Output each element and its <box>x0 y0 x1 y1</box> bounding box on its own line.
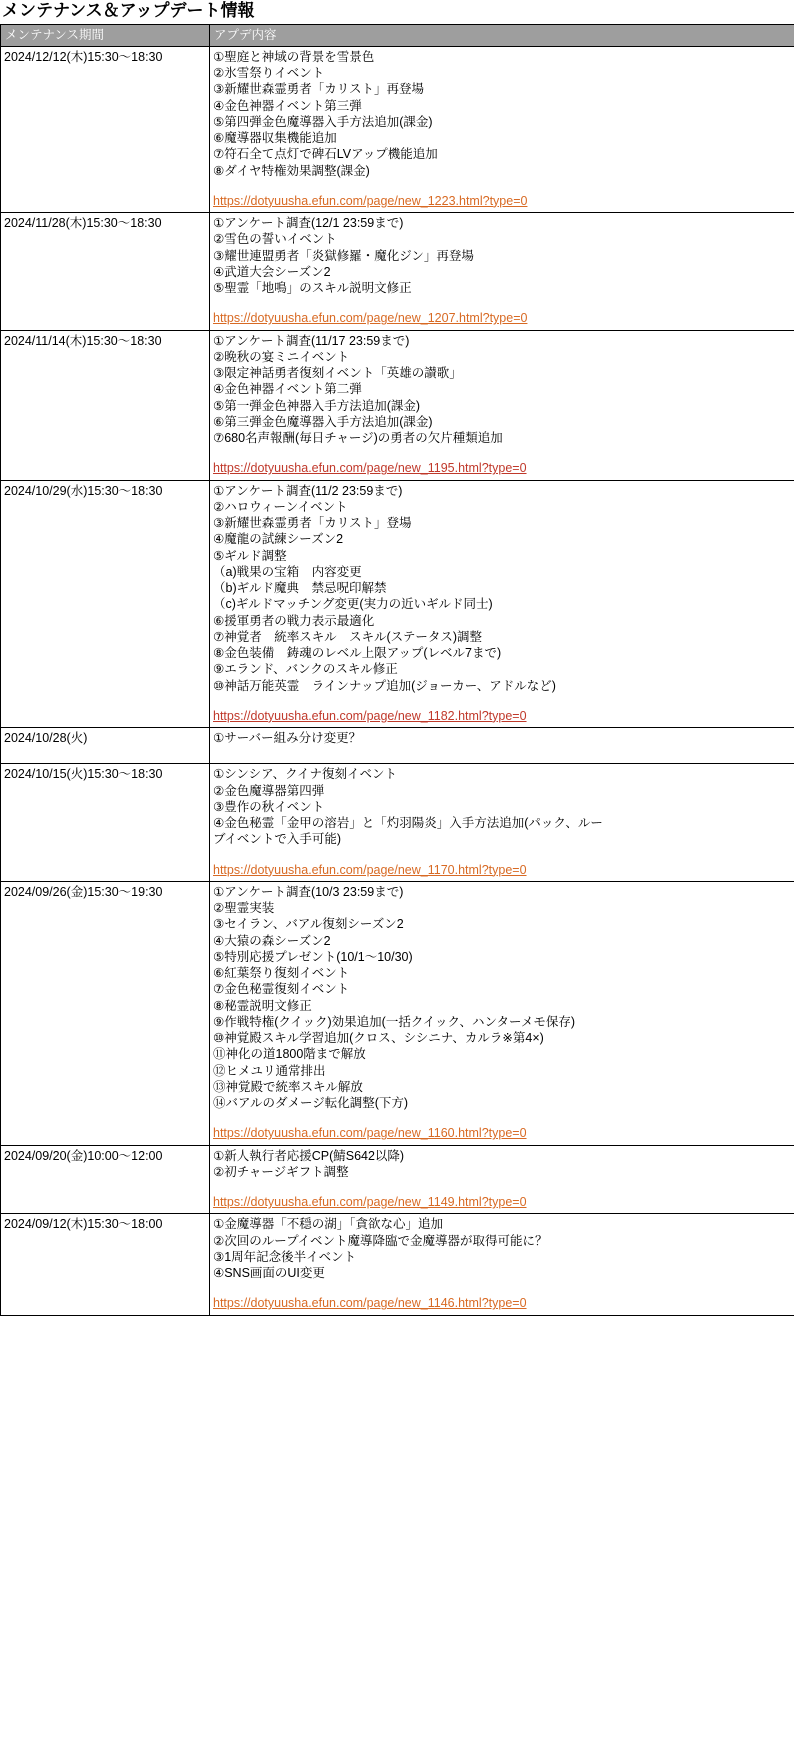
maintenance-period-cell: 2024/10/15(火)15:30〜18:30 <box>1 764 210 882</box>
update-line: ①サーバー組み分け変更？ <box>213 731 362 746</box>
update-line: ④武道大会シーズン2 <box>213 264 331 279</box>
update-line: ①アンケート調査(10/3 23:59まで) <box>213 884 404 899</box>
update-content-cell <box>210 764 794 882</box>
update-line: ⑥魔導器収集機能追加 <box>213 131 337 146</box>
update-content-cell <box>210 881 794 1145</box>
update-line: ③限定神話勇者復刻イベント「英雄の讃歌」 <box>213 366 462 381</box>
update-detail-link[interactable]: https://dotyuusha.efun.com/page/new_1146.html?type=0 <box>213 1296 527 1311</box>
update-line: ⑭バアルのダメージ転化調整(下方) <box>213 1096 409 1111</box>
update-line: ③耀世連盟勇者「炎獄修羅・魔化ジン」再登場 <box>213 248 474 263</box>
update-line: ⑫ヒメユリ通常排出 <box>213 1063 326 1078</box>
line-spacer <box>213 179 791 193</box>
update-line: ②次回のループイベント魔導降臨で金魔導器が取得可能に？ <box>213 1233 548 1248</box>
update-line: ②氷雪祭りイベント <box>213 66 325 81</box>
update-line: ⑩神話万能英霊 ラインナップ追加(ジョーカー、アドルなど) <box>213 678 556 693</box>
update-line: ⑨エランド、バンクのスキル修正 <box>213 662 398 677</box>
line-spacer <box>213 1281 791 1295</box>
update-line: ④魔龍の試練シーズン2 <box>213 532 344 547</box>
maintenance-period-cell: 2024/09/26(金)15:30〜19:30 <box>1 881 210 1145</box>
table-row <box>1 881 794 1145</box>
update-line: ①アンケート調査(12/1 23:59まで) <box>213 216 404 231</box>
table-row <box>1 1145 794 1214</box>
column-header-period: メンテナンス期間 <box>1 24 210 46</box>
update-detail-link[interactable]: https://dotyuusha.efun.com/page/new_1223.html?type=0 <box>213 193 528 208</box>
table-row <box>1 764 794 882</box>
update-line: ①金魔導器「不穏の湖」「貪欲な心」追加 <box>213 1217 443 1232</box>
update-detail-link[interactable]: https://dotyuusha.efun.com/page/new_1160.html?type=0 <box>213 1126 527 1141</box>
update-line: ⑦金色秘霊復刻イベント <box>213 982 350 997</box>
update-line: ③セイラン、バアル復刻シーズン2 <box>213 917 404 932</box>
update-line: ⑦神覚者 統率スキル スキル(ステータス)調整 <box>213 629 483 644</box>
update-line: ⑩神覚殿スキル学習追加(クロス、シシニナ、カルラ※第4×) <box>213 1031 544 1046</box>
update-line: ②初チャージギフト調整 <box>213 1164 349 1179</box>
update-line: ⑥紅葉祭り復刻イベント <box>213 966 350 981</box>
update-detail-link[interactable]: https://dotyuusha.efun.com/page/new_1170.html?type=0 <box>213 862 527 877</box>
update-line: ④金色神器イベント第三弾 <box>213 98 362 113</box>
update-line: ④大猿の森シーズン2 <box>213 933 331 948</box>
update-content-cell <box>210 213 794 331</box>
update-content-cell <box>210 480 794 728</box>
maintenance-table <box>0 24 794 1316</box>
update-line: ②ハロウィーンイベント <box>213 499 348 514</box>
update-line: （a)戦果の宝箱 内容変更 <box>213 564 362 579</box>
update-detail-link[interactable]: https://dotyuusha.efun.com/page/new_1149.html?type=0 <box>213 1195 527 1210</box>
update-line: ⑥援軍勇者の戦力表示最適化 <box>213 613 375 628</box>
table-body <box>1 46 794 1315</box>
update-line: ⑦符石全て点灯で碑石LVアップ機能追加 <box>213 147 438 162</box>
update-line: ③新耀世森霊勇者「カリスト」再登場 <box>213 82 424 97</box>
update-line: ④金色神器イベント第二弾 <box>213 382 362 397</box>
update-line: ③1周年記念後半イベント <box>213 1249 357 1264</box>
maintenance-period-cell: 2024/09/20(金)10:00〜12:00 <box>1 1145 210 1214</box>
maintenance-period-cell: 2024/12/12(木)15:30〜18:30 <box>1 46 210 212</box>
maintenance-period-cell: 2024/11/28(木)15:30〜18:30 <box>1 213 210 331</box>
update-line: ⑧秘霊説明文修正 <box>213 998 312 1013</box>
update-line: ⑪神化の道1800階まで解放 <box>213 1047 366 1062</box>
update-line: ①シンシア、クイナ復刻イベント <box>213 767 397 782</box>
update-detail-link[interactable]: https://dotyuusha.efun.com/page/new_1182.html?type=0 <box>213 708 527 723</box>
update-line: ⑧ダイヤ特権効果調整(課金) <box>213 163 370 178</box>
table-row <box>1 728 794 764</box>
update-content-cell <box>210 46 794 212</box>
table-row <box>1 213 794 331</box>
update-line: ①アンケート調査(11/17 23:59まで) <box>213 333 410 348</box>
maintenance-period-cell: 2024/10/29(水)15:30〜18:30 <box>1 480 210 728</box>
update-detail-link[interactable]: https://dotyuusha.efun.com/page/new_1195.html?type=0 <box>213 461 527 476</box>
update-line: ④金色秘霊「金甲の溶岩」と「灼羽陽炎」入手方法追加(パック、ルー <box>213 816 603 831</box>
update-line: （c)ギルドマッチング変更(実力の近いギルド同士) <box>213 597 493 612</box>
update-line: ⑧金色装備 鋳魂のレベル上限アップ(レベル7まで) <box>213 646 502 661</box>
maintenance-period-cell: 2024/09/12(木)15:30〜18:00 <box>1 1214 210 1315</box>
table-row <box>1 1214 794 1315</box>
maintenance-period-cell: 2024/11/14(木)15:30〜18:30 <box>1 330 210 480</box>
update-line: ⑨作戦特権(クイック)効果追加(一括クイック、ハンターメモ保存) <box>213 1014 575 1029</box>
update-line: ②聖霊実装 <box>213 901 275 916</box>
update-line: （b)ギルド魔典 禁忌呪印解禁 <box>213 581 387 596</box>
update-line: ①聖庭と神域の背景を雪景色 <box>213 49 375 64</box>
update-line: ①新人執行者応援CP(鯖S642以降) <box>213 1148 405 1163</box>
update-content-cell <box>210 330 794 480</box>
update-content-cell <box>210 1145 794 1214</box>
update-line: ①アンケート調査(11/2 23:59まで) <box>213 483 403 498</box>
update-line: ⑦680名声報酬(毎日チャージ)の勇者の欠片種類追加 <box>213 431 503 446</box>
update-line: ③新耀世森霊勇者「カリスト」登場 <box>213 516 412 531</box>
update-line: ②金色魔導器第四弾 <box>213 783 325 798</box>
update-line: ⑥第三弾金色魔導器入手方法追加(課金) <box>213 414 433 429</box>
line-spacer <box>213 446 791 460</box>
table-row <box>1 46 794 212</box>
update-line: ⑬神覚殿で統率スキル解放 <box>213 1079 363 1094</box>
update-line: ④SNS画面のUI変更 <box>213 1266 325 1281</box>
update-content-cell <box>210 1214 794 1315</box>
update-line: ⑤ギルド調整 <box>213 548 287 563</box>
line-spacer <box>213 1111 791 1125</box>
table-header-row <box>1 24 794 46</box>
table-row <box>1 330 794 480</box>
update-line: ②晩秋の宴ミニイベント <box>213 349 350 364</box>
line-spacer <box>213 694 791 708</box>
maintenance-period-cell: 2024/10/28(火) <box>1 728 210 764</box>
line-spacer <box>213 1180 791 1194</box>
page-title: メンテナンス＆アップデート情報 <box>2 1 255 20</box>
line-spacer <box>213 746 791 760</box>
update-detail-link[interactable]: https://dotyuusha.efun.com/page/new_1207.html?type=0 <box>213 311 528 326</box>
update-content-cell <box>210 728 794 764</box>
line-spacer <box>213 296 791 310</box>
table-row <box>1 480 794 728</box>
column-header-content: アプデ内容 <box>210 24 794 46</box>
line-spacer <box>213 848 791 862</box>
update-line: ブイベントで入手可能) <box>213 832 342 847</box>
update-line: ③豊作の秋イベント <box>213 799 325 814</box>
update-line: ⑤聖霊「地鳴」のスキル説明文修正 <box>213 281 412 296</box>
update-line: ⑤第四弾金色魔導器入手方法追加(課金) <box>213 114 433 129</box>
update-line: ⑤特別応援プレゼント(10/1〜10/30) <box>213 949 413 964</box>
update-line: ⑤第一弾金色神器入手方法追加(課金) <box>213 398 421 413</box>
update-line: ②雪色の誓いイベント <box>213 232 337 247</box>
